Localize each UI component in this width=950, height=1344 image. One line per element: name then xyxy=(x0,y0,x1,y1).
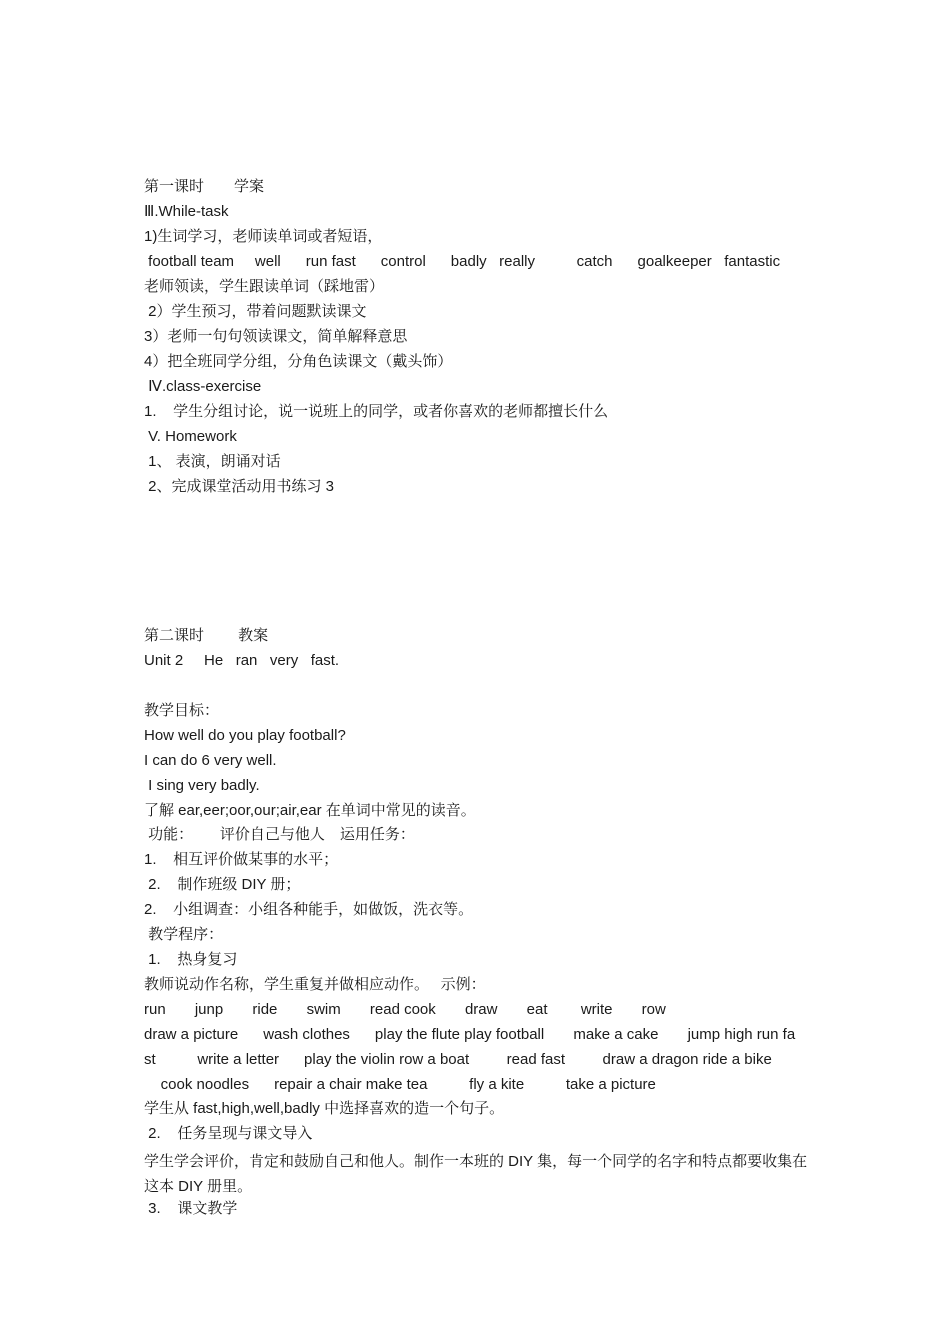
step-preview: 2）学生预习，带着问题默读课文 xyxy=(144,303,367,320)
class-exercise-heading: Ⅳ.class-exercise xyxy=(144,378,262,395)
goal-1: How well do you play football? xyxy=(144,727,346,744)
step-1-heading: 1. 热身复习 xyxy=(144,951,238,968)
step-read-aloud: 3）老师一句句领读课文，简单解释意思 xyxy=(144,328,408,345)
task-1: 1. 相互评价做某事的水平； xyxy=(144,851,339,868)
lesson2-title: 第二课时 教案 xyxy=(144,627,269,644)
homework-item-1: 1、 表演，朗诵对话 xyxy=(144,453,281,470)
task-3: 2. 小组调查：小组各种能手，如做饭，洗衣等。 xyxy=(144,901,474,918)
teacher-lead-line: 老师领读，学生跟读单词（踩地雷） xyxy=(144,278,385,295)
lesson1-title: 第一课时 学案 xyxy=(144,178,265,195)
homework-item-2: 2、完成课堂活动用书练习 3 xyxy=(144,478,335,495)
vocab-intro: 1)生词学习，老师读单词或者短语， xyxy=(144,228,383,245)
function-line: 功能： 评价自己与他人 运用任务： xyxy=(144,826,415,843)
homework-heading: V. Homework xyxy=(144,428,237,445)
phonics-goal: 了解 ear,eer;oor,our;air,ear 在单词中常见的读音。 xyxy=(144,802,476,819)
procedure-label: 教学程序： xyxy=(144,926,224,943)
goal-2: I can do 6 very well. xyxy=(144,752,277,769)
step-role-play: 4）把全班同学分组，分角色读课文（戴头饰） xyxy=(144,353,453,370)
actions-line-4: cook noodles repair a chair make tea fly a kite take a picture xyxy=(144,1076,656,1093)
actions-line-3: st write a letter play the violin row a boat read fast draw a dragon ride a bike xyxy=(144,1051,772,1068)
sentence-task: 学生从 fast,high,well,badly 中选择喜欢的造一个句子。 xyxy=(144,1100,505,1117)
step-3-heading: 3. 课文教学 xyxy=(144,1200,238,1217)
goal-3: I sing very badly. xyxy=(144,777,260,794)
step-2-desc: 学生学会评价，肯定和鼓励自己和他人。制作一本班的 DIY 集，每一个同学的名字和特点都要收集在这本 DIY 册里。 xyxy=(144,1153,808,1195)
step-1-desc: 教师说动作名称，学生重复并做相应动作。 示例： xyxy=(144,976,486,993)
unit-title: Unit 2 He ran very fast. xyxy=(144,652,340,669)
goals-label: 教学目标： xyxy=(144,702,220,719)
actions-line-2: draw a picture wash clothes play the flute play football make a cake jump high run fa xyxy=(144,1026,796,1043)
vocab-list: football team well run fast control badly really catch goalkeeper fantastic xyxy=(144,253,781,270)
while-task-heading: Ⅲ.While-task xyxy=(144,203,229,220)
class-exercise-item: 1. 学生分组讨论，说一说班上的同学，或者你喜欢的老师都擅长什么 xyxy=(144,403,609,420)
task-2: 2. 制作班级 DIY 册； xyxy=(144,876,301,893)
actions-line-1: run junp ride swim read cook draw eat write row xyxy=(144,1001,666,1018)
step-2-heading: 2. 任务呈现与课文导入 xyxy=(144,1125,313,1142)
